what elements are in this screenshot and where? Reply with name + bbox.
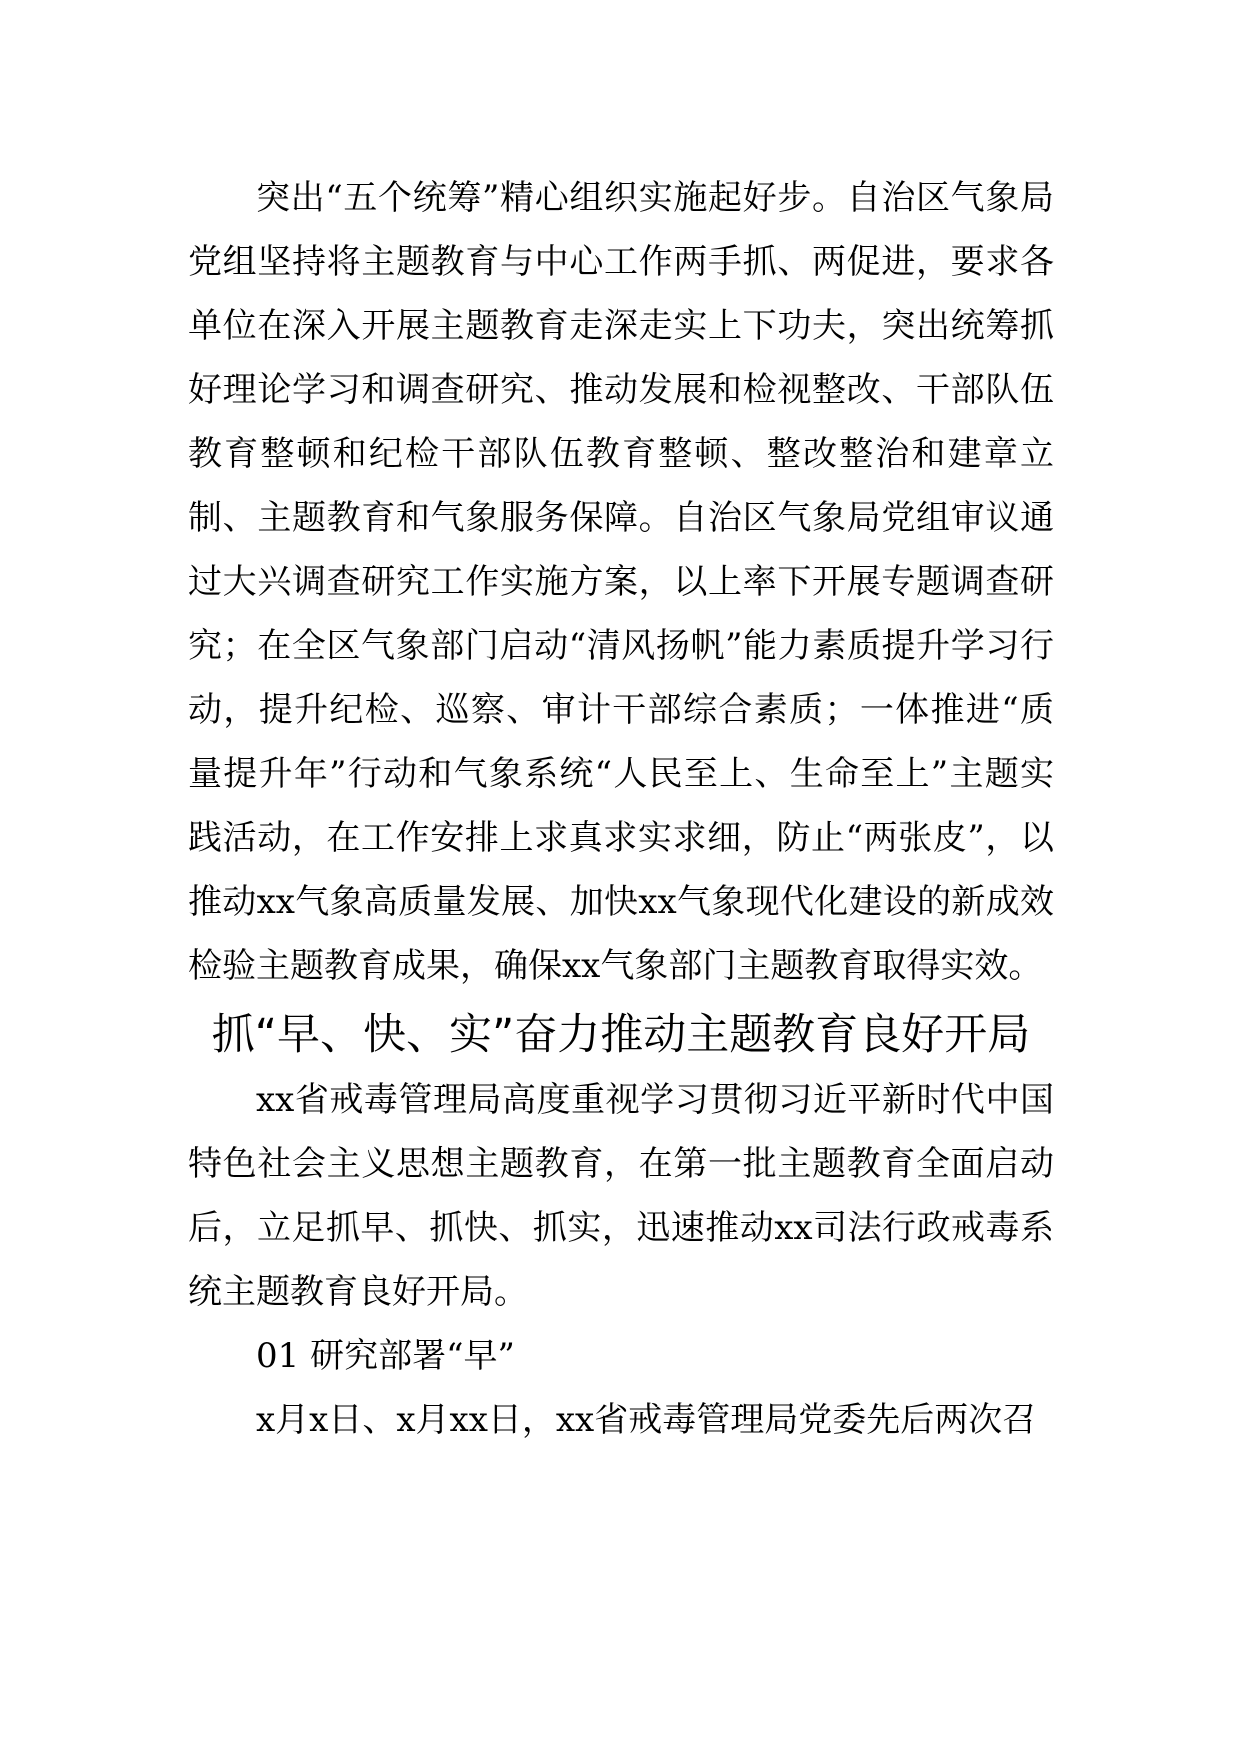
paragraph-drug-rehab-bureau: xx省戒毒管理局高度重视学习贯彻习近平新时代中国特色社会主义思想主题教育，在第一批主题教育全面启动后，立足抓早、抓快、抓实，迅速推动xx司法行政戒毒系统主题教育良好开局。 (188, 1080, 1054, 1312)
subheading-research-deploy: 01 研究部署“早” (256, 1336, 515, 1376)
document-body (188, 166, 1054, 1452)
paragraph-meeting: x月x日、x月xx日，xx省戒毒管理局党委先后两次召 (256, 1400, 1037, 1440)
paragraph-weather-bureau: 突出“五个统筹”精心组织实施起好步。自治区气象局党组坚持将主题教育与中心工作两手抓、两促进，要求各单位在深入开展主题教育走深走实上下功夫，突出统筹抓好理论学习和调查研究、推动发展和检视整改、干部队伍教育整顿和纪检干部队伍教育整顿、整改整治和建章立制、主题教育和气象服务保障。自治区气象局党组审议通过大兴调查研究工作实施方案，以上率下开展专题调查研究；在全区气象部门启动“清风扬帆”能力素质提升学习行动，提升纪检、巡察、审计干部综合素质；一体推进“质量提升年”行动和气象系统“人民至上、生命至上”主题实践活动，在工作安排上求真求实求细，防止“两张皮”，以推动xx气象高质量发展、加快xx气象现代化建设的新成效检验主题教育成果，确保xx气象部门主题教育取得实效。 (188, 178, 1054, 986)
section-heading: 抓“早、快、实”奋力推动主题教育良好开局 (211, 1010, 1031, 1060)
